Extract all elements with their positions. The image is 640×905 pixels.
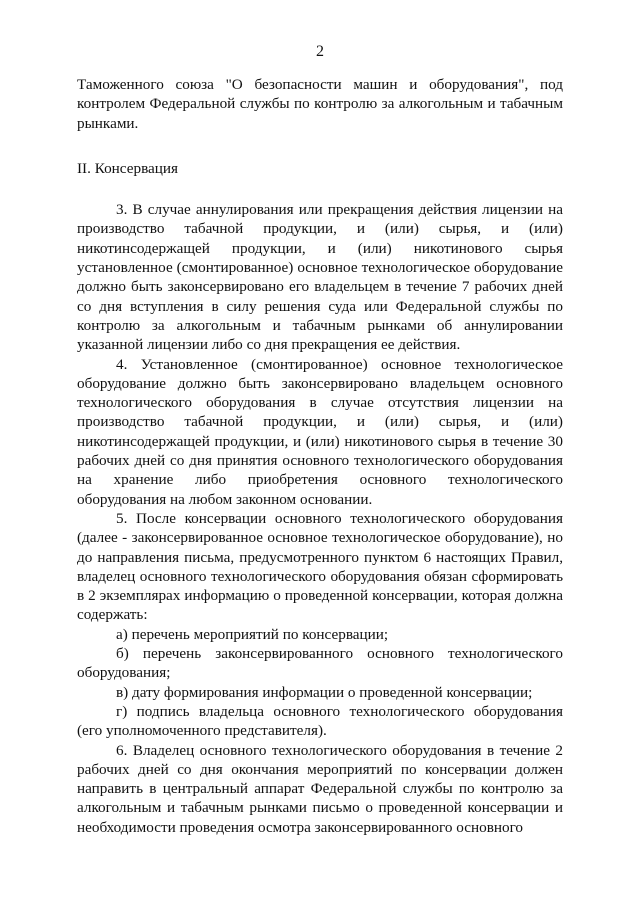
paragraph-3: 3. В случае аннулирования или прекращения действия лицензии на производство табачной продукции, и (или) сырья, и (или) никотинсодержащей продукции, и (или) никотинового сырья установленное (смонтированное) основное технологическое оборудование должно быть законсервировано его владельцем в течение 7 рабочих дней со дня вступления в силу решения суда или Федеральной службы по контролю за алкогольным и табачным рынками об аннулировании указанной лицензии либо со дня прекращения ее действия.: [77, 201, 563, 354]
list-item-c: в) дату формирования информации о проведенной консервации;: [116, 683, 533, 701]
page-number: 2: [316, 43, 324, 60]
paragraph-5: 5. После консервации основного технологического оборудования (далее - законсервированное основное технологическое оборудование), но до направления письма, предусмотренного пунктом 6 настоящих Правил, владелец основного технологического оборудования обязан сформировать в 2 экземплярах информацию о проведенной консервации, которая должна содержать:: [77, 509, 563, 624]
list-item-d: г) подпись владельца основного технологического оборудования (его уполномоченного представителя).: [77, 702, 563, 740]
list-item-a: а) перечень мероприятий по консервации;: [116, 625, 389, 643]
document-body: [77, 75, 563, 837]
paragraph-continuation: Таможенного союза "О безопасности машин и оборудования", под контролем Федеральной службы по контролю за алкогольным и табачным рынками.: [77, 76, 563, 132]
section-heading: II. Консервация: [77, 159, 179, 177]
paragraph-4: 4. Установленное (смонтированное) основное технологическое оборудование должно быть законсервировано владельцем основного технологического оборудования в случае отсутствия лицензии на производство табачной продукции, и (или) сырья, и (или) никотинсодержащей продукции, и (или) никотинового сырья в течение 30 рабочих дней со дня принятия основного технологического оборудования на хранение либо приобретения основного технологического оборудования на любом законном основании.: [77, 355, 563, 508]
list-item-b: б) перечень законсервированного основного технологического оборудования;: [77, 645, 563, 682]
paragraph-6: 6. Владелец основного технологического оборудования в течение 2 рабочих дней со дня окончания мероприятий по консервации должен направить в центральный аппарат Федеральной службы по контролю за алкогольным и табачным рынками письмо о проведенной консервации и необходимости проведения осмотра законсервированного основного: [77, 741, 563, 836]
